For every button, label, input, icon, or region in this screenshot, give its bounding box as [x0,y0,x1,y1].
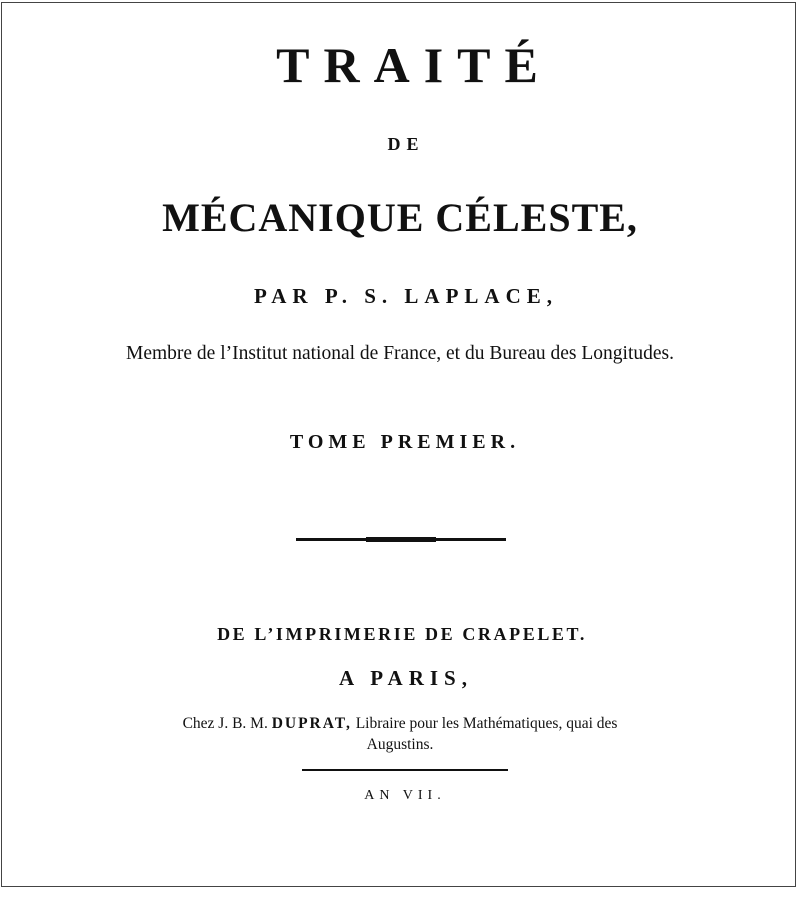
publication-year: AN VII. [364,788,446,803]
divider-rule [302,769,508,771]
publisher-name: DUPRAT, [271,715,352,732]
author-credentials: Membre de l’Institut national de France, et du Bureau des Longitudes. [125,343,675,364]
printer-line: DE L’IMPRIMERIE DE CRAPELET. [217,624,587,644]
publisher-prefix: Chez J. B. M. [182,715,268,732]
title-connector: DE [387,134,425,154]
publisher-block [150,713,650,755]
city-line: A PARIS, [339,666,473,690]
publisher-suffix: Libraire pour les Mathématiques, quai des Augustins. [355,715,618,753]
ornamental-rule [296,538,506,541]
author-line: PAR P. S. LAPLACE, [253,284,559,308]
volume-label: TOME PREMIER. [289,431,521,453]
book-subtitle: MÉCANIQUE CÉLESTE, [162,195,638,240]
book-title: TRAITÉ [276,37,552,93]
